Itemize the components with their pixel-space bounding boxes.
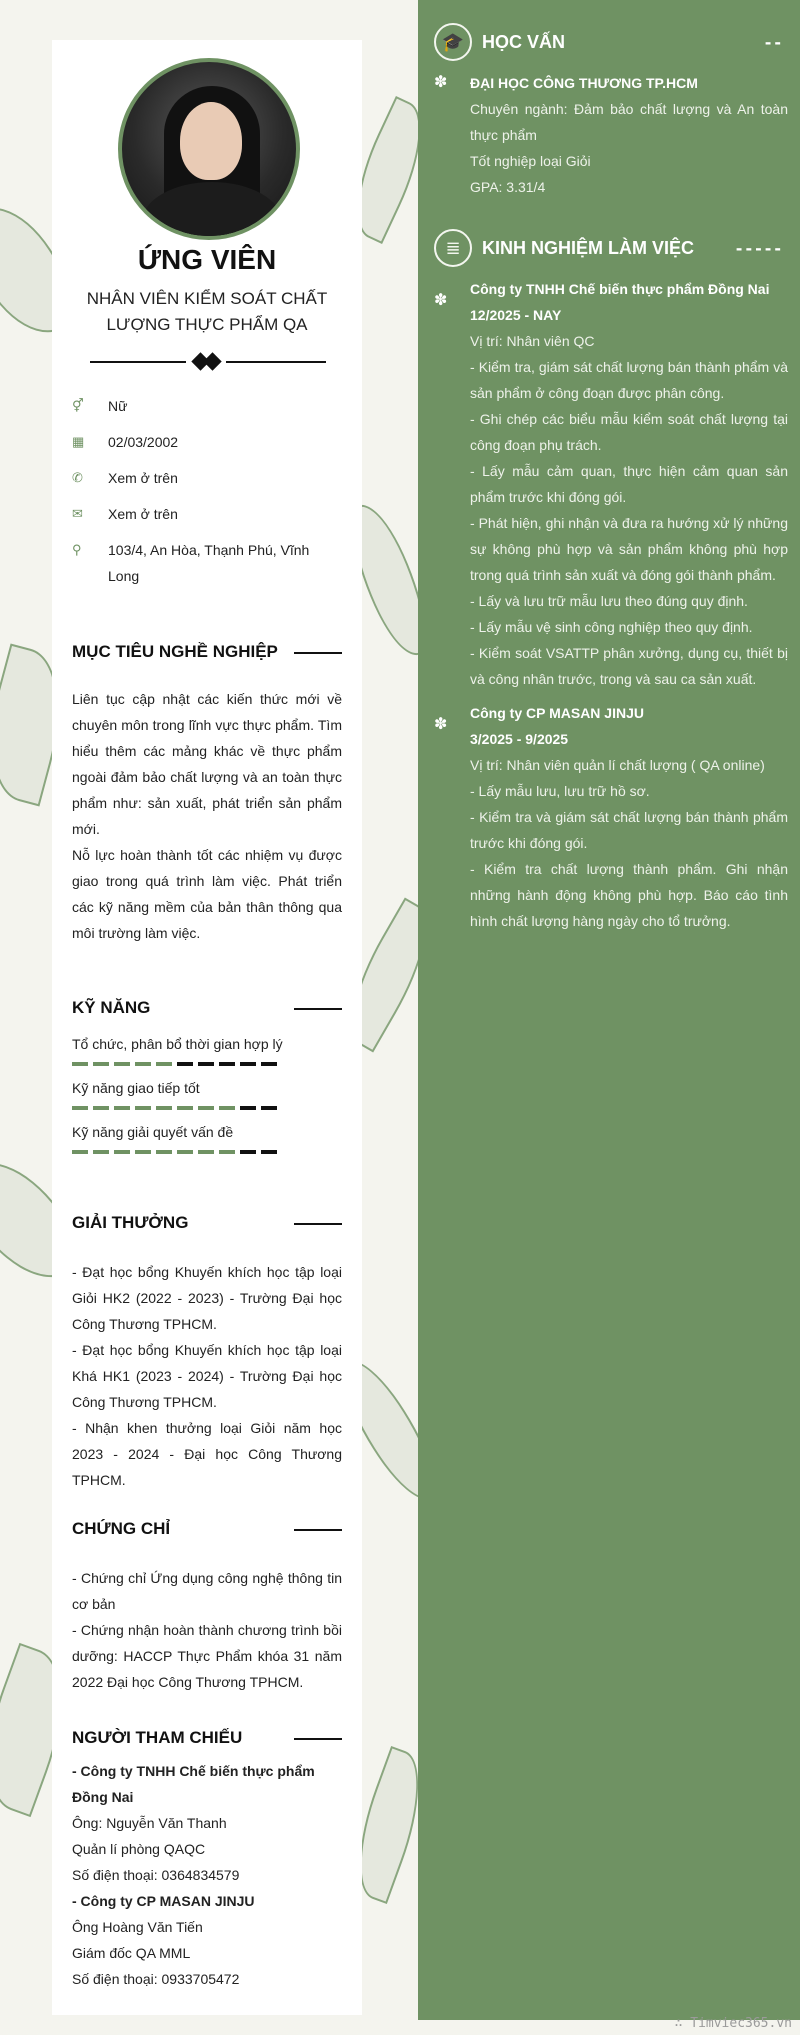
skill-bar-segment — [261, 1150, 277, 1154]
education-block: ĐẠI HỌC CÔNG THƯƠNG TP.HCM Chuyên ngành: Đảm bảo chất lượng và An toàn thực phẩm Tốt nghiệp loại Giỏi GPA: 3.31/4 — [470, 75, 788, 195]
flower-bullet-icon: ✽ — [434, 714, 448, 733]
skill-bar-segment — [261, 1106, 277, 1110]
job-1: Công ty TNHH Chế biến thực phẩm Đồng Nai 12/2025 - NAY Vị trí: Nhân viên QC - Kiểm tra, giám sát chất lượng bán thành phẩm và sản phẩm ở công đoạn được phân công. - Ghi chép các biểu mẫu kiểm soát chất lượng tại công đoạn phụ trách. - Lấy mẫu cảm quan, thực hiện cảm quan sản phẩm trước khi đóng gói. - Phát hiện, ghi nhận và đưa ra hướng xử lý những sự không phù hợp và sản phẩm không phù hợp trong quá trình sản xuất và đóng gói thành phẩm. - Lấy và lưu trữ mẫu lưu theo đúng quy định. - Lấy mẫu vệ sinh công nghiệp theo quy định. - Kiểm soát VSATTP phân xưởng, dụng cụ, thiết bị và công nhân trước, trong và sau ca sản xuất. — [470, 281, 788, 687]
avatar — [118, 58, 300, 240]
skill-bar-segment — [198, 1150, 214, 1154]
experience-header: ≣ KINH NGHIỆM LÀM VIỆC ----- — [434, 228, 784, 268]
skill-bar-segment — [240, 1150, 256, 1154]
references-list: - Công ty TNHH Chế biến thực phẩm Đồng Nai Ông: Nguyễn Văn Thanh Quản lí phòng QAQC Số điện thoại: 0364834579 - Công ty CP MASAN JINJU Ông Hoàng Văn Tiến Giám đốc QA MML Số điện thoại: 0933705472 — [72, 1763, 315, 1987]
skill-bar-segment — [156, 1106, 172, 1110]
certificates-text: - Chứng chỉ Ứng dụng công nghệ thông tin cơ bản - Chứng nhận hoàn thành chương trình bồi dưỡng: HACCP Thực Phẩm khóa 31 năm 2022 Đại học Công Thương TPHCM. — [72, 1570, 342, 1690]
skill-bar-segment — [240, 1062, 256, 1066]
awards-title: GIẢI THƯỞNG — [72, 1213, 342, 1233]
books-icon: ≣ — [434, 229, 472, 267]
skill-bar-segment — [93, 1150, 109, 1154]
birthday-value: 02/03/2002 — [108, 434, 179, 450]
phone-icon: ✆ — [72, 470, 83, 485]
skill-bar-segment — [240, 1106, 256, 1110]
skill-bar-segment — [177, 1150, 193, 1154]
skill-bar-segment — [93, 1062, 109, 1066]
skill-bar — [72, 1062, 342, 1066]
skill-item: Kỹ năng giải quyết vấn đề — [72, 1124, 342, 1154]
graduation-cap-icon: 🎓 — [434, 23, 472, 61]
timviec365-logo: ∴ Timviec365.vn — [674, 2016, 792, 2031]
education-title: HỌC VẤN — [482, 31, 566, 52]
skill-bar-segment — [93, 1106, 109, 1110]
job-2: Công ty CP MASAN JINJU 3/2025 - 9/2025 Vị trí: Nhân viên quản lí chất lượng ( QA online) - Lấy mẫu lưu, lưu trữ hồ sơ. - Kiểm tra và giám sát chất lượng bán thành phẩm trước khi đóng gói. - Kiểm tra chất lượng thành phẩm. Ghi nhận những hành động không phù hợp. Báo cáo tình hình chất lượng hàng ngày cho tổ trưởng. — [470, 705, 788, 929]
skill-bar-segment — [198, 1106, 214, 1110]
candidate-name: ỨNG VIÊN — [137, 244, 277, 275]
info-address — [72, 537, 342, 589]
flower-bullet-icon: ✽ — [434, 290, 448, 309]
awards-text: - Đạt học bổng Khuyến khích học tập loại Giỏi HK2 (2022 - 2023) - Trường Đại học Công Thương TPHCM. - Đạt học bổng Khuyến khích học tập loại Khá HK1 (2023 - 2024) - Trường Đại học Công Thương TPHCM. - Nhận khen thưởng loại Giỏi năm học 2023 - 2024 - Đại học Công Thương TPHCM. — [72, 1264, 342, 1488]
references-title: NGƯỜI THAM CHIẾU — [72, 1728, 342, 1748]
skill-bar-segment — [72, 1106, 88, 1110]
skill-bar-segment — [198, 1062, 214, 1066]
education-header: 🎓 HỌC VẤN -- — [434, 22, 784, 62]
info-gender — [72, 393, 342, 419]
skill-bar-segment — [261, 1062, 277, 1066]
objective-title: MỤC TIÊU NGHỀ NGHIỆP — [72, 642, 342, 662]
skill-bar-segment — [114, 1062, 130, 1066]
objective-text: Liên tục cập nhật các kiến thức mới về chuyên môn trong lĩnh vực thực phẩm. Tìm hiểu thêm các mảng khác về thực phẩm ngoài đảm bảo chất lượng và an toàn thực phẩm như: sản xuất, phát triển sản phẩm mới. Nỗ lực hoàn thành tốt các nhiệm vụ được giao trong quá trình làm việc. Phát triển các kỹ năng mềm của bản thân thông qua môi trường làm việc. — [72, 691, 342, 941]
skills-title: KỸ NĂNG — [72, 998, 342, 1018]
phone-value: Xem ở trên — [108, 470, 178, 486]
address-value: 103/4, An Hòa, Thạnh Phú, Vĩnh Long — [108, 542, 310, 584]
calendar-icon: ▦ — [72, 434, 85, 449]
flower-bullet-icon: ✽ — [434, 72, 448, 91]
info-email — [72, 501, 342, 527]
skill-bar-segment — [177, 1062, 193, 1066]
info-phone — [72, 465, 342, 491]
gender-value: Nữ — [108, 398, 128, 414]
email-icon: ✉ — [72, 506, 83, 521]
certificates-title: CHỨNG CHỈ — [72, 1519, 342, 1539]
skill-bar — [72, 1106, 342, 1110]
skill-bar-segment — [156, 1062, 172, 1066]
candidate-position: NHÂN VIÊN KIỂM SOÁT CHẤT LƯỢNG THỰC PHẨM QA — [86, 289, 328, 334]
experience-title: KINH NGHIỆM LÀM VIỆC — [482, 237, 695, 258]
skill-bar-segment — [135, 1106, 151, 1110]
skill-bar-segment — [135, 1150, 151, 1154]
skill-bar — [72, 1150, 342, 1154]
skill-bar-segment — [156, 1150, 172, 1154]
skill-bar-segment — [114, 1150, 130, 1154]
skill-bar-segment — [114, 1106, 130, 1110]
location-icon: ⚲ — [72, 542, 82, 557]
skill-bar-segment — [72, 1150, 88, 1154]
skill-bar-segment — [72, 1062, 88, 1066]
skill-bar-segment — [219, 1150, 235, 1154]
skill-bar-segment — [177, 1106, 193, 1110]
skill-bar-segment — [135, 1062, 151, 1066]
skill-item: Kỹ năng giao tiếp tốt — [72, 1080, 342, 1110]
info-birthday — [72, 429, 342, 455]
skill-bar-segment — [219, 1062, 235, 1066]
skill-item: Tổ chức, phân bổ thời gian hợp lý — [72, 1036, 342, 1066]
skill-bar-segment — [219, 1106, 235, 1110]
gender-icon: ⚥ — [72, 398, 84, 413]
email-value: Xem ở trên — [108, 506, 178, 522]
decorative-divider — [90, 352, 326, 372]
right-column — [418, 0, 800, 2020]
